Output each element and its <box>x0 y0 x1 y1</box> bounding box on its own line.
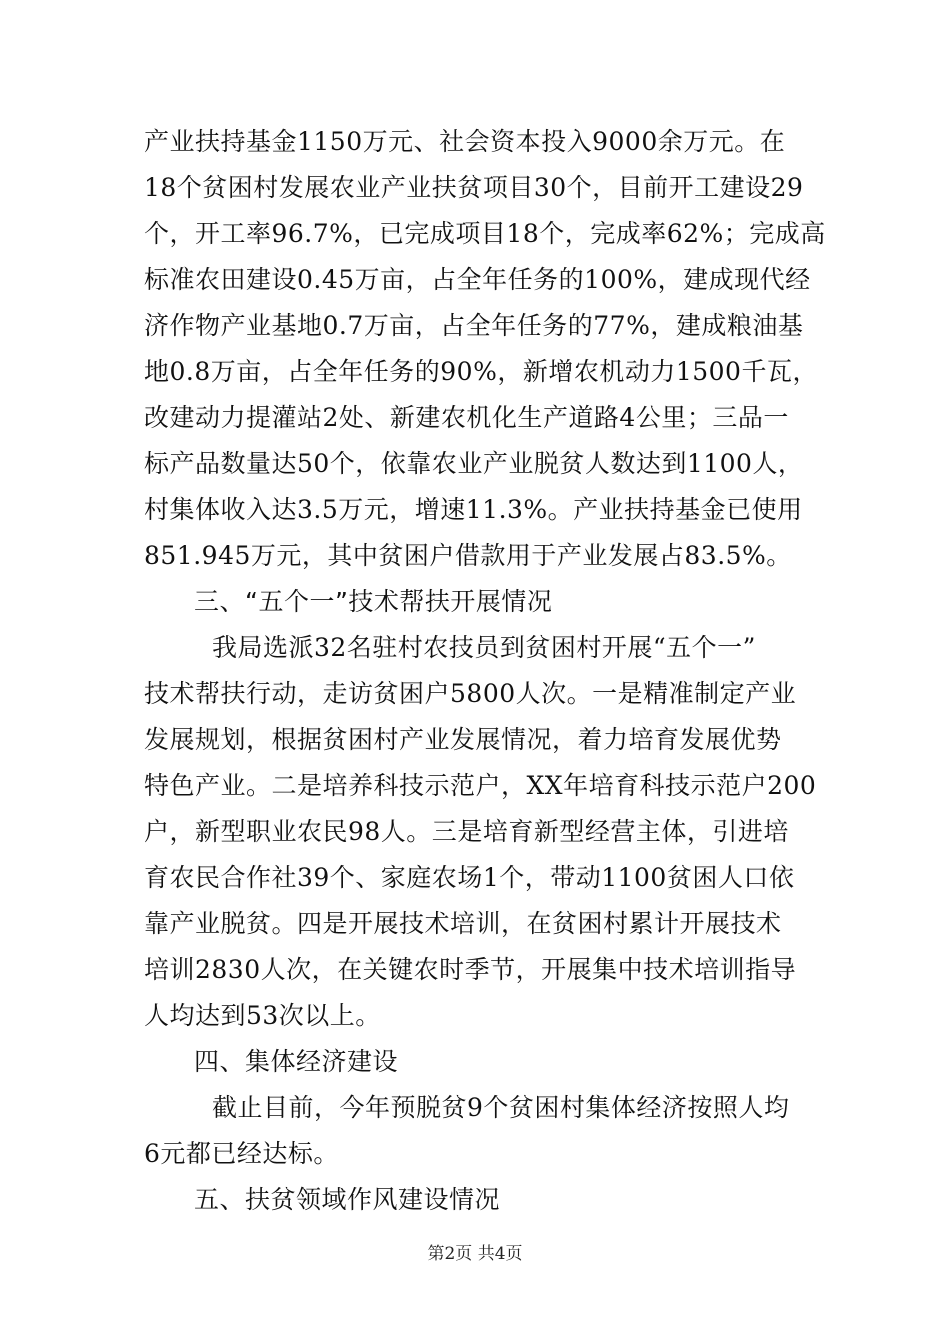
body-line: 18个贫困村发展农业产业扶贫项目30个，目前开工建设29 <box>144 173 804 202</box>
body-line: 我局选派32名驻村农技员到贫困村开展“五个一” <box>212 633 756 662</box>
body-line: 改建动力提灌站2处、新建农机化生产道路4公里；三品一 <box>144 403 789 432</box>
body-line: 户，新型职业农民98人。三是培育新型经营主体，引进培 <box>144 817 789 846</box>
body-line: 济作物产业基地0.7万亩，占全年任务的77%，建成粮油基 <box>144 311 804 340</box>
body-line: 村集体收入达3.5万元，增速11.3%。产业扶持基金已使用 <box>144 495 803 524</box>
body-line: 靠产业脱贫。四是开展技术培训，在贫困村累计开展技术 <box>144 909 782 938</box>
section-heading-5: 五、扶贫领域作风建设情况 <box>194 1185 501 1214</box>
body-line: 发展规划，根据贫困村产业发展情况，着力培育发展优势 <box>144 725 782 754</box>
body-line: 人均达到53次以上。 <box>144 1001 381 1030</box>
body-line: 育农民合作社39个、家庭农场1个，带动1100贫困人口依 <box>144 863 795 892</box>
body-line: 特色产业。二是培养科技示范户，XX年培育科技示范户200 <box>144 771 817 800</box>
body-line: 6元都已经达标。 <box>144 1139 339 1168</box>
section-heading-4: 四、集体经济建设 <box>194 1047 399 1076</box>
body-line: 技术帮扶行动，走访贫困户5800人次。一是精准制定产业 <box>144 679 797 708</box>
body-line: 产业扶持基金1150万元、社会资本投入9000余万元。在 <box>144 127 786 156</box>
body-line: 培训2830人次，在关键农时季节，开展集中技术培训指导 <box>144 955 797 984</box>
body-line: 标准农田建设0.45万亩，占全年任务的100%，建成现代经 <box>144 265 811 294</box>
page-footer: 第2页 共4页 <box>427 1244 523 1264</box>
body-line: 851.945万元，其中贫困户借款用于产业发展占83.5%。 <box>144 541 792 570</box>
body-line: 地0.8万亩，占全年任务的90%，新增农机动力1500千瓦， <box>144 357 818 386</box>
body-line: 标产品数量达50个，依靠农业产业脱贫人数达到1100人， <box>144 449 804 478</box>
section-heading-3: 三、“五个一”技术帮扶开展情况 <box>194 587 553 616</box>
body-line: 个，开工率96.7%，已完成项目18个，完成率62%；完成高 <box>144 219 826 248</box>
body-line: 截止目前，今年预脱贫9个贫困村集体经济按照人均 <box>212 1093 790 1122</box>
